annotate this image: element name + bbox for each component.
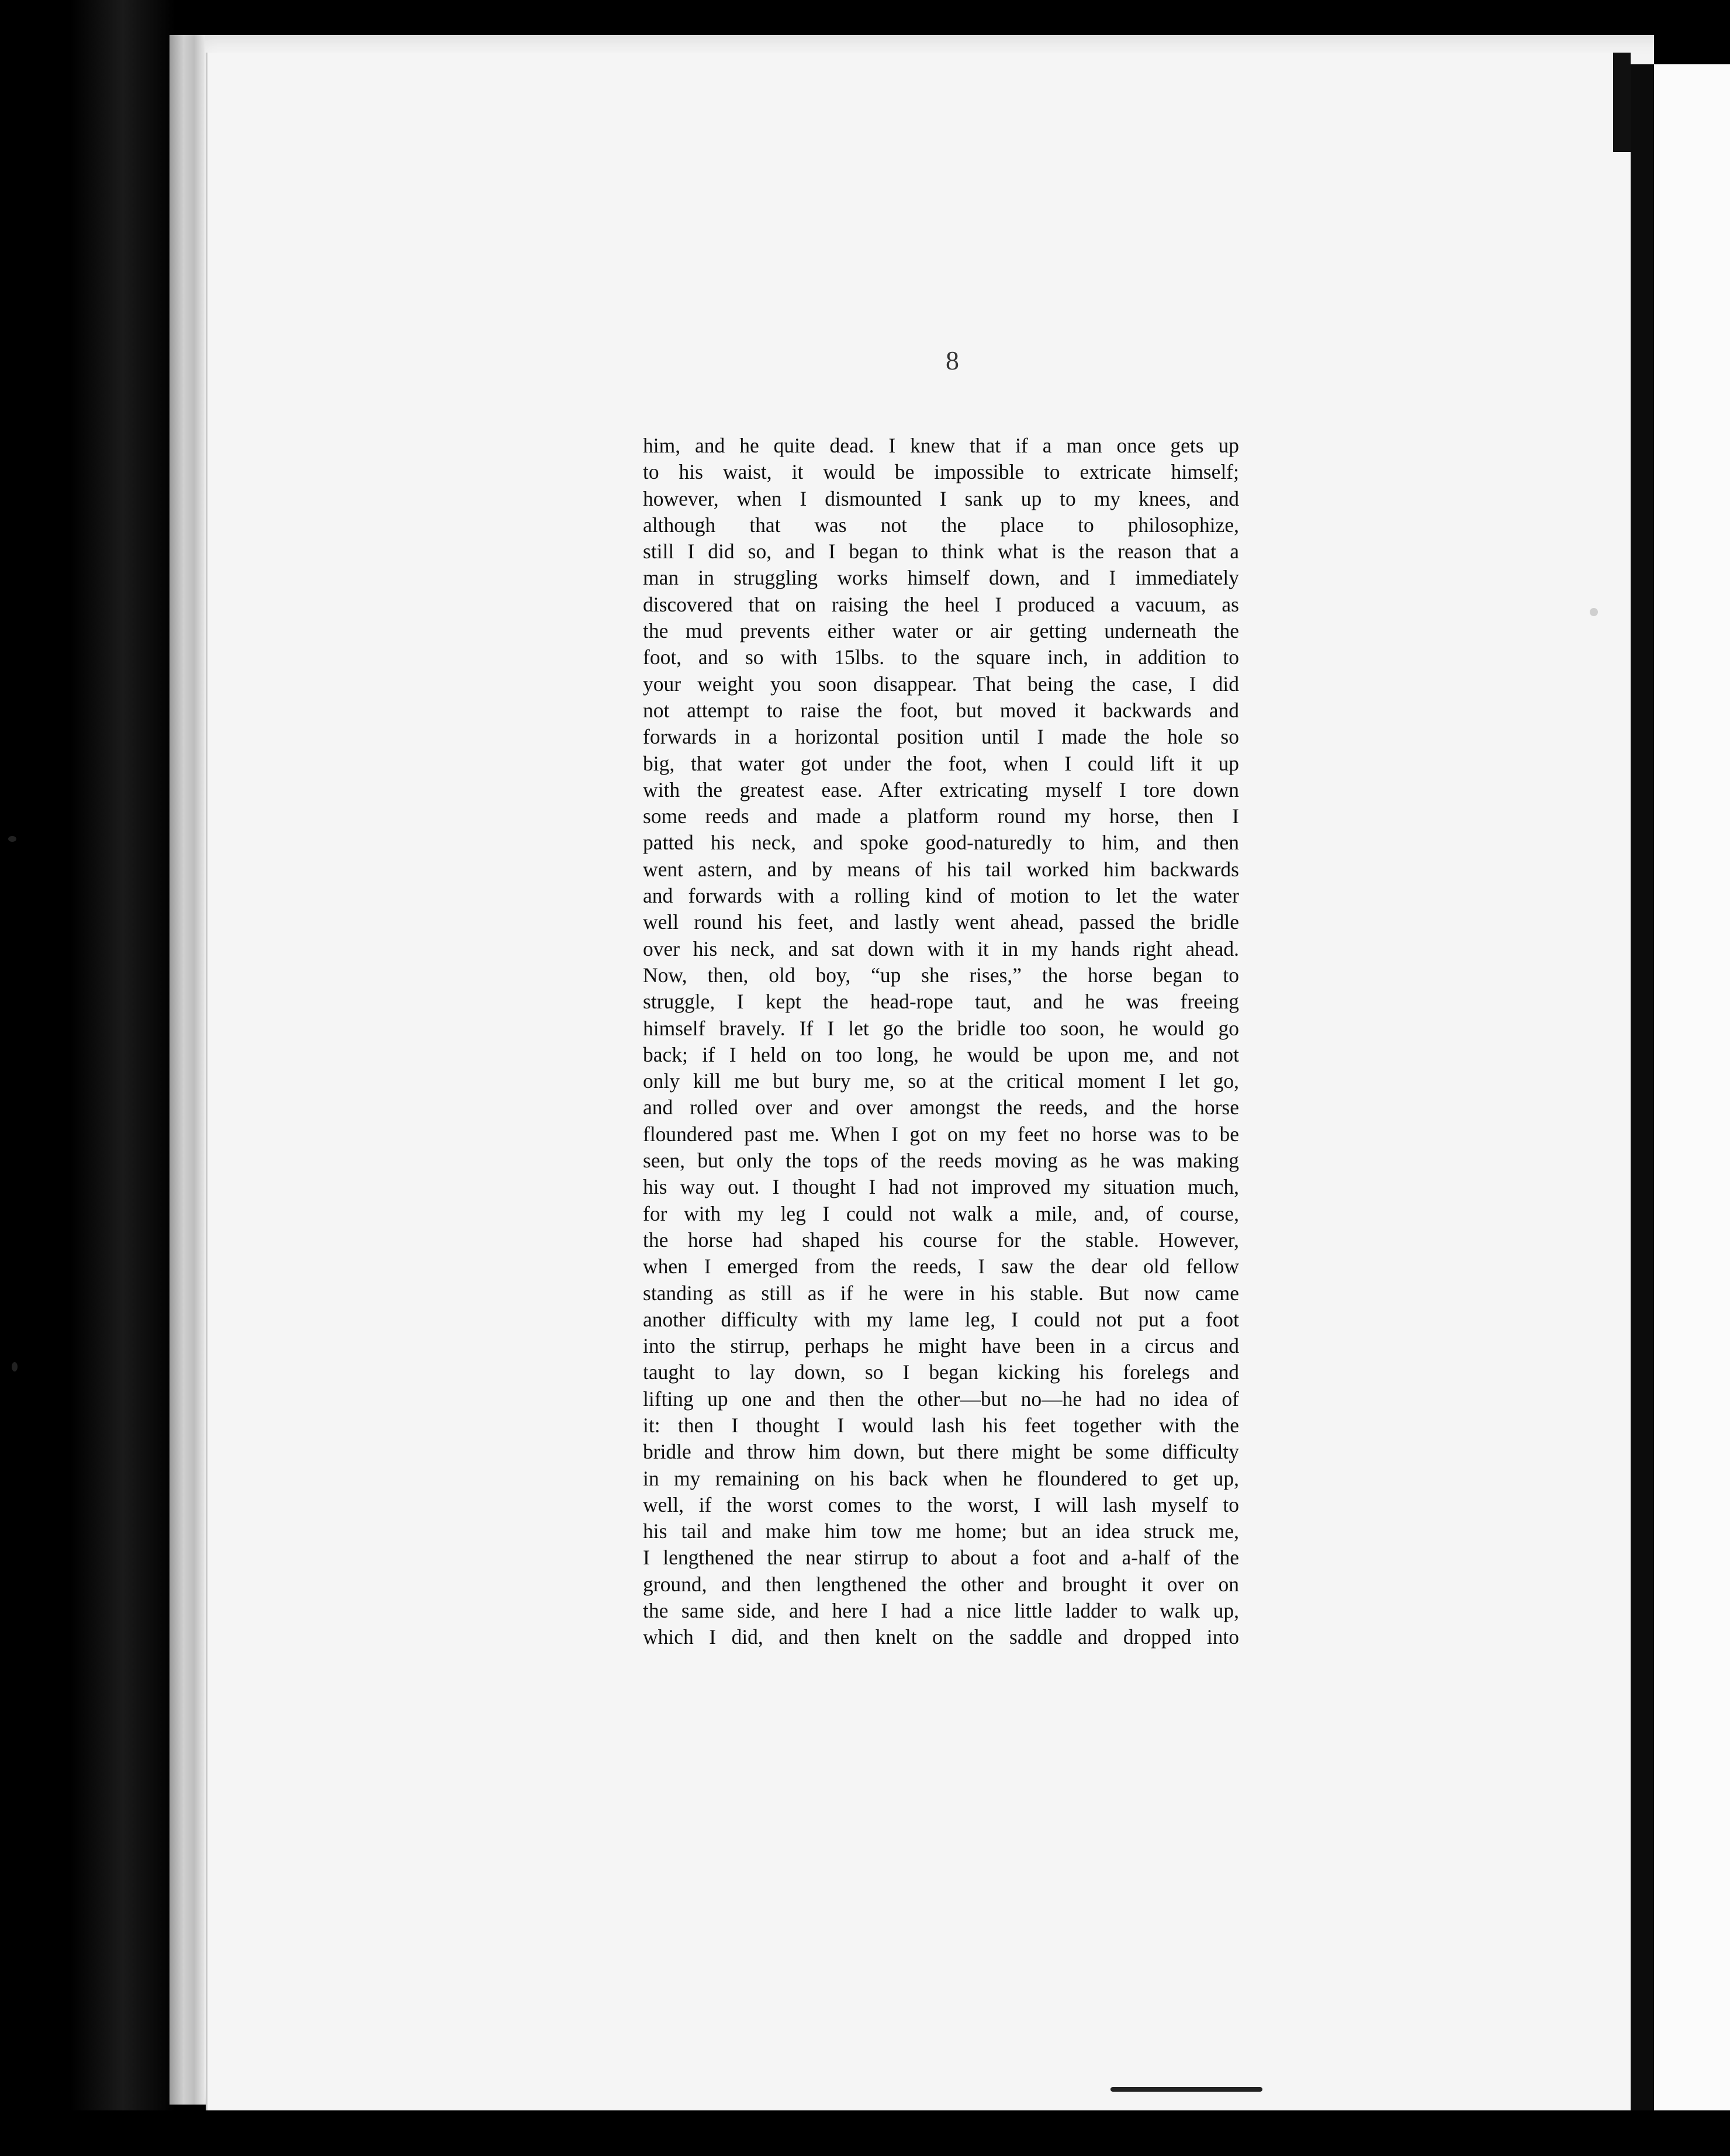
text-line: with the greatest ease. After extricating myself I tore down — [643, 778, 1239, 801]
text-line: and forwards with a rolling kind of motion to let the water — [643, 884, 1239, 908]
text-line: patted his neck, and spoke good-naturedly to him, and then — [643, 831, 1239, 855]
scan-bottom-margin — [0, 2110, 1730, 2156]
text-line: ground, and then lengthened the other and brought it over on — [643, 1572, 1239, 1596]
text-line: lifting up one and then the other—but no—he had no idea of — [643, 1387, 1239, 1411]
text-line: the horse had shaped his course for the stable. However, — [643, 1228, 1239, 1252]
text-line: over his neck, and sat down with it in my hands right ahead. — [643, 937, 1239, 960]
text-line: however, when I dismounted I sank up to my knees, and — [643, 486, 1239, 510]
text-line: some reeds and made a platform round my horse, then I — [643, 804, 1239, 828]
scan-left-margin — [0, 0, 175, 2156]
text-line: into the stirrup, perhaps he might have been in a circus and — [643, 1334, 1239, 1358]
gutter-edge — [1631, 64, 1654, 2110]
text-line: although that was not the place to philosophize, — [643, 513, 1239, 537]
text-line: his tail and make him tow me home; but an idea struck me, — [643, 1519, 1239, 1543]
text-line: not attempt to raise the foot, but moved it backwards and — [643, 698, 1239, 722]
body-text — [643, 433, 1239, 1651]
scan-speck — [8, 836, 16, 842]
text-line: to his waist, it would be impossible to extricate himself; — [643, 460, 1239, 484]
text-line: in my remaining on his back when he floundered to get up, — [643, 1466, 1239, 1490]
text-line: when I emerged from the reeds, I saw the dear old fellow — [643, 1255, 1239, 1279]
text-line: bridle and throw him down, but there might be some difficulty — [643, 1440, 1239, 1464]
text-line: standing as still as if he were in his stable. But now came — [643, 1281, 1239, 1305]
text-line: discovered that on raising the heel I produced a vacuum, as — [643, 592, 1239, 616]
facing-page-edge — [1654, 64, 1730, 2110]
text-line: himself bravely. If I let go the bridle too soon, he would go — [643, 1016, 1239, 1040]
page-edge-stack — [169, 35, 205, 2105]
scan-speck — [12, 1362, 18, 1371]
text-line: back; if I held on too long, he would be upon me, and not — [643, 1042, 1239, 1066]
text-line: well, if the worst comes to the worst, I will lash myself to — [643, 1492, 1239, 1516]
text-line: which I did, and then knelt on the saddle and dropped into — [643, 1625, 1239, 1649]
text-line: I lengthened the near stirrup to about a foot and a-half of the — [643, 1546, 1239, 1570]
text-line: forwards in a horizontal position until I made the hole so — [643, 725, 1239, 749]
text-line: floundered past me. When I got on my feet no horse was to be — [643, 1122, 1239, 1146]
text-line: only kill me but bury me, so at the critical moment I let go, — [643, 1069, 1239, 1093]
text-line: the mud prevents either water or air getting underneath the — [643, 619, 1239, 643]
text-line: for with my leg I could not walk a mile, and, of course, — [643, 1201, 1239, 1225]
text-line: it: then I thought I would lash his feet together with the — [643, 1413, 1239, 1437]
text-line: Now, then, old boy, “up she rises,” the horse began to — [643, 963, 1239, 987]
binding-shadow — [1613, 53, 1631, 152]
text-line: went astern, and by means of his tail worked him backwards — [643, 857, 1239, 881]
text-line: the same side, and here I had a nice little ladder to walk up, — [643, 1599, 1239, 1623]
page-number: 8 — [946, 345, 960, 375]
text-line: big, that water got under the foot, when I could lift it up — [643, 751, 1239, 775]
text-line: him, and he quite dead. I knew that if a man once gets up — [643, 434, 1239, 457]
text-line: and rolled over and over amongst the reeds, and the horse — [643, 1096, 1239, 1120]
text-line: foot, and so with 15lbs. to the square inch, in addition to — [643, 645, 1239, 669]
text-line: still I did so, and I began to think what is the reason that a — [643, 540, 1239, 564]
text-line: another difficulty with my lame leg, I could not put a foot — [643, 1307, 1239, 1331]
text-line: well round his feet, and lastly went ahead, passed the bridle — [643, 910, 1239, 934]
scan-smudge — [1110, 2087, 1262, 2092]
text-line: your weight you soon disappear. That being the case, I did — [643, 672, 1239, 696]
paper-speck — [1590, 608, 1598, 616]
text-line: man in struggling works himself down, and I immediately — [643, 566, 1239, 590]
text-line: taught to lay down, so I began kicking his forelegs and — [643, 1360, 1239, 1384]
text-line: struggle, I kept the head-rope taut, and he was freeing — [643, 990, 1239, 1014]
text-line: seen, but only the tops of the reeds moving as he was making — [643, 1149, 1239, 1173]
text-line: his way out. I thought I had not improved my situation much, — [643, 1175, 1239, 1199]
